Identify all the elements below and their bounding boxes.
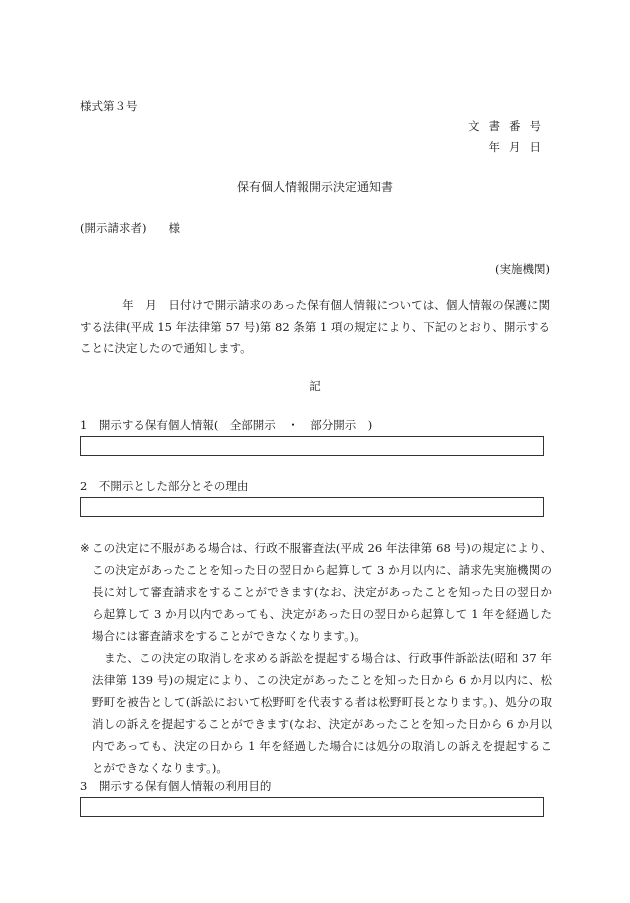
agency-label: (実施機関) (495, 262, 550, 276)
document-number-label: 文書番号 (468, 119, 550, 133)
section-3-field[interactable] (80, 797, 544, 817)
appeal-note (80, 537, 552, 779)
recipient-line (80, 220, 180, 236)
note-paragraph-2: また、この決定の取消しを求める訴訟を提起する場合は、行政事件訴訟法(昭和 37 年法律第 139 号)の規定により、この決定があったことを知った日から 6 か月以内に、松野町を被告として(訴訟において松野町を代表する者は松野町長となります。)、処分の取消しの訴えを提起することができます(なお、決定があったことを知った日から 6 か月以内であっても、決定の日から 1 年を経過した場合には処分の取消しの訴えを提起することができなくなります。)。 (92, 651, 552, 775)
section-2-heading: 2 不開示とした部分とその理由 (80, 479, 249, 493)
recipient-honorific: 様 (168, 221, 180, 235)
document-title: 保有個人情報開示決定通知書 (236, 180, 393, 194)
recipient-label: (開示請求者) (80, 221, 147, 235)
body-text: 年 月 日付けで開示請求のあった保有個人情報については、個人情報の保護に関する法律(平成 15 年法律第 57 号)第 82 条第 1 項の規定により、下記のとおり、開示することに決定したので通知します。 (80, 298, 550, 355)
section-1-field[interactable] (80, 436, 544, 456)
section-2-field[interactable] (80, 497, 544, 517)
note-mark: ※ (80, 541, 90, 555)
form-number: 様式第３号 (80, 99, 138, 113)
note-paragraph-1: この決定に不服がある場合は、行政不服審査法(平成 26 年法律第 68 号)の規定により、この決定があったことを知った日の翌日から起算して 3 か月以内に、請求先実施機関の長に対して審査請求をすることができます(なお、決定があったことを知った日の翌日から起算して 3 か月以内であっても、決定があった日の翌日から起算して 1 年を経過した場合には審査請求をすることができなくなります。)。 (92, 541, 552, 643)
section-1-heading: 1 開示する保有個人情報( 全部開示 ・ 部分開示 ) (80, 418, 373, 432)
ki-heading: 記 (309, 379, 321, 393)
section-3-heading: 3 開示する保有個人情報の利用目的 (80, 779, 272, 793)
body-paragraph (80, 295, 550, 360)
date-label: 年月日 (488, 140, 550, 154)
